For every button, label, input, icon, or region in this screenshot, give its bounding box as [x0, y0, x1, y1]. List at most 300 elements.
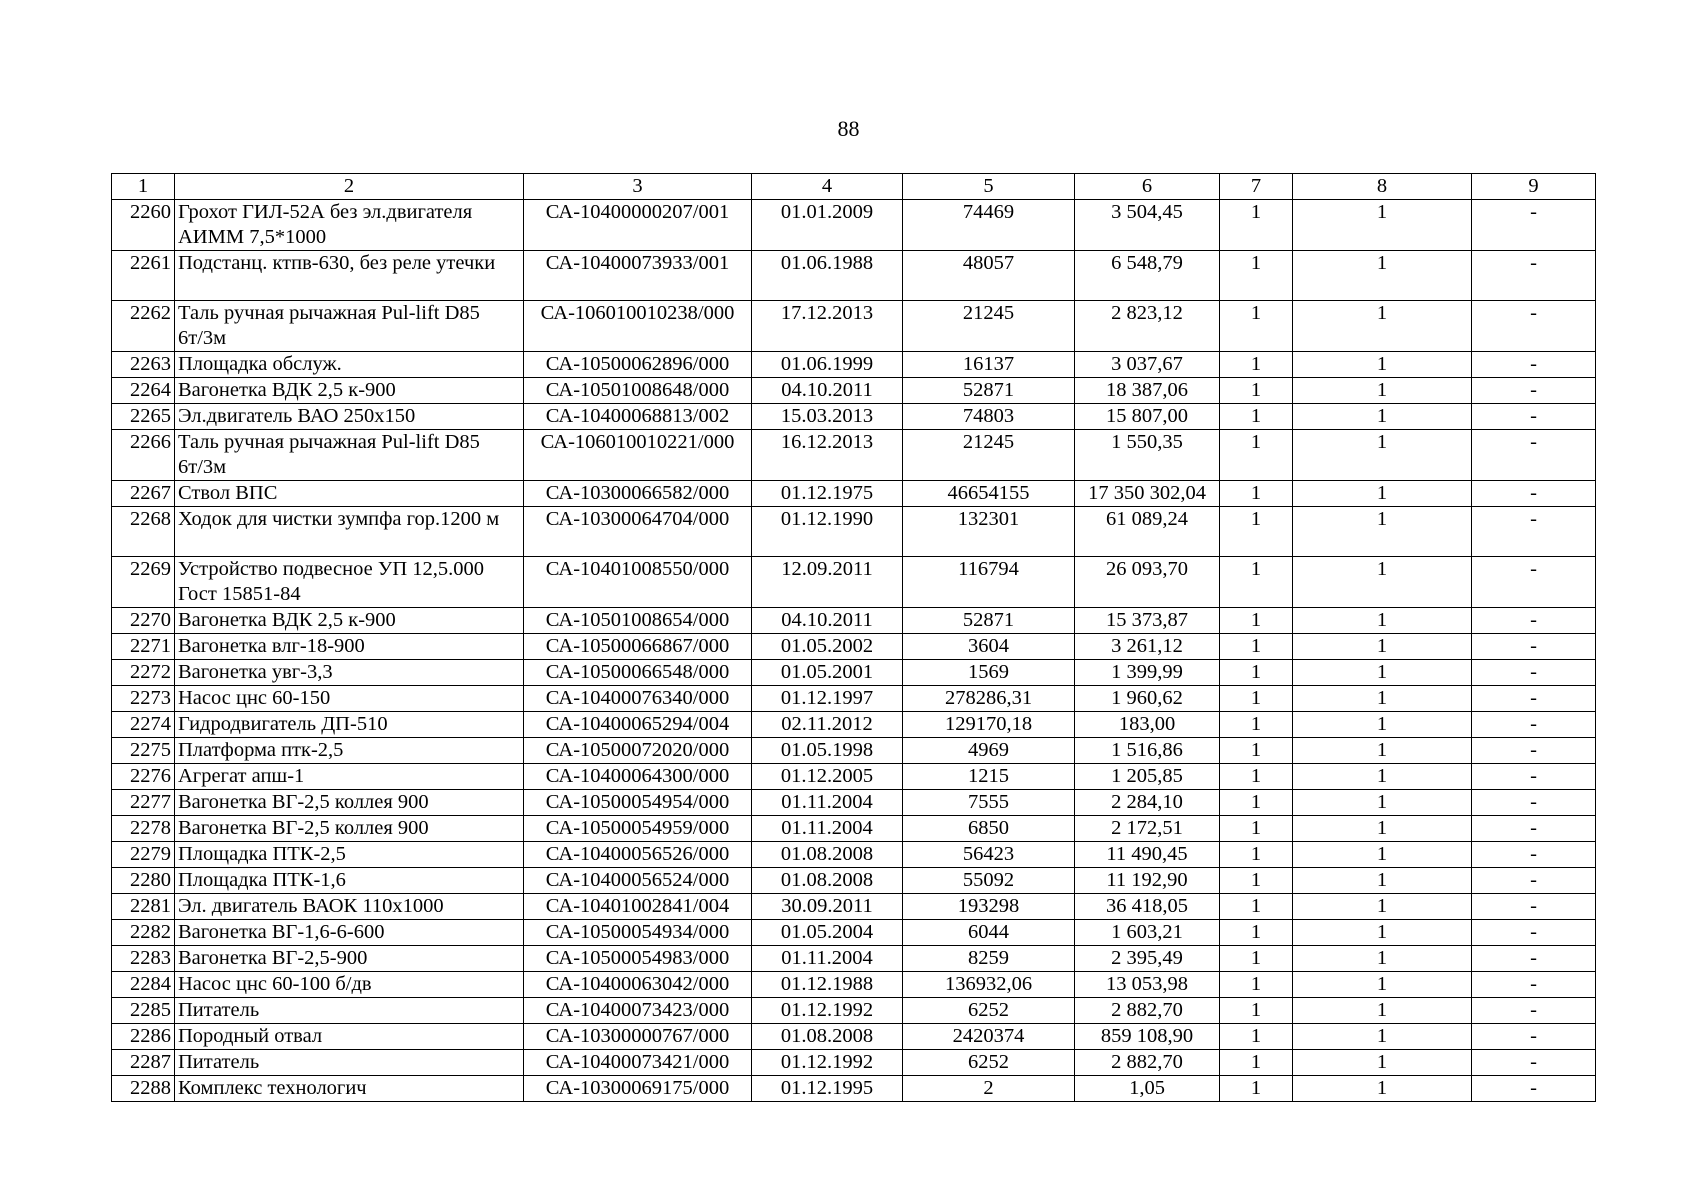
- cell-value-9: -: [1472, 301, 1596, 352]
- cell-asset-name: Грохот ГИЛ-52А без эл.двигателя АИММ 7,5*1000: [175, 200, 524, 251]
- cell-value-8: 1: [1293, 972, 1472, 998]
- cell-value-6: 6 548,79: [1075, 251, 1220, 301]
- cell-value-6: 1 516,86: [1075, 738, 1220, 764]
- cell-value-7: 1: [1220, 738, 1293, 764]
- table-row: [112, 868, 1596, 894]
- cell-asset-name: Подстанц. ктпв-630, без реле утечки: [175, 251, 524, 301]
- cell-value-9: -: [1472, 738, 1596, 764]
- cell-value-5: 6850: [903, 816, 1075, 842]
- table-row: [112, 430, 1596, 481]
- cell-value-8: 1: [1293, 946, 1472, 972]
- cell-value-8: 1: [1293, 998, 1472, 1024]
- cell-value-6: 2 284,10: [1075, 790, 1220, 816]
- cell-row-number: 2269: [112, 557, 175, 608]
- cell-value-6: 2 823,12: [1075, 301, 1220, 352]
- table-row: [112, 507, 1596, 557]
- cell-value-8: 1: [1293, 1076, 1472, 1102]
- cell-value-6: 26 093,70: [1075, 557, 1220, 608]
- cell-asset-name: Питатель: [175, 1050, 524, 1076]
- table-row: [112, 378, 1596, 404]
- cell-value-9: -: [1472, 816, 1596, 842]
- cell-asset-name: Площадка ПТК-1,6: [175, 868, 524, 894]
- cell-value-8: 1: [1293, 790, 1472, 816]
- cell-date: 01.05.2002: [752, 634, 903, 660]
- cell-date: 01.06.1988: [752, 251, 903, 301]
- cell-row-number: 2282: [112, 920, 175, 946]
- cell-row-number: 2266: [112, 430, 175, 481]
- cell-asset-name: Вагонетка ВГ-2,5-900: [175, 946, 524, 972]
- table-row: [112, 481, 1596, 507]
- cell-asset-name: Платформа птк-2,5: [175, 738, 524, 764]
- cell-row-number: 2267: [112, 481, 175, 507]
- table-row: [112, 738, 1596, 764]
- cell-date: 01.05.1998: [752, 738, 903, 764]
- cell-row-number: 2274: [112, 712, 175, 738]
- column-header-9: 9: [1472, 174, 1596, 200]
- cell-row-number: 2284: [112, 972, 175, 998]
- cell-value-5: 48057: [903, 251, 1075, 301]
- table-row: [112, 557, 1596, 608]
- cell-value-9: -: [1472, 404, 1596, 430]
- cell-value-5: 4969: [903, 738, 1075, 764]
- cell-row-number: 2261: [112, 251, 175, 301]
- cell-value-9: -: [1472, 378, 1596, 404]
- cell-value-9: -: [1472, 557, 1596, 608]
- cell-value-5: 21245: [903, 430, 1075, 481]
- cell-value-9: -: [1472, 481, 1596, 507]
- cell-value-7: 1: [1220, 481, 1293, 507]
- page-number: 88: [837, 116, 860, 141]
- cell-value-8: 1: [1293, 608, 1472, 634]
- cell-inventory-code: СА-10400073421/000: [524, 1050, 752, 1076]
- cell-value-8: 1: [1293, 352, 1472, 378]
- cell-asset-name: Вагонетка ВГ-2,5 коллея 900: [175, 816, 524, 842]
- cell-asset-name: Вагонетка увг-3,3: [175, 660, 524, 686]
- cell-value-9: -: [1472, 764, 1596, 790]
- cell-inventory-code: СА-10300000767/000: [524, 1024, 752, 1050]
- cell-value-7: 1: [1220, 1076, 1293, 1102]
- cell-value-5: 1215: [903, 764, 1075, 790]
- cell-row-number: 2285: [112, 998, 175, 1024]
- cell-value-6: 1 603,21: [1075, 920, 1220, 946]
- cell-value-6: 1,05: [1075, 1076, 1220, 1102]
- table-row: [112, 352, 1596, 378]
- cell-inventory-code: СА-10501008654/000: [524, 608, 752, 634]
- cell-value-8: 1: [1293, 686, 1472, 712]
- cell-value-8: 1: [1293, 660, 1472, 686]
- cell-value-7: 1: [1220, 404, 1293, 430]
- cell-value-9: -: [1472, 920, 1596, 946]
- table-row: [112, 920, 1596, 946]
- cell-row-number: 2270: [112, 608, 175, 634]
- cell-row-number: 2268: [112, 507, 175, 557]
- cell-value-9: -: [1472, 972, 1596, 998]
- cell-value-5: 6252: [903, 1050, 1075, 1076]
- cell-row-number: 2260: [112, 200, 175, 251]
- cell-row-number: 2278: [112, 816, 175, 842]
- cell-value-9: -: [1472, 660, 1596, 686]
- cell-row-number: 2279: [112, 842, 175, 868]
- cell-value-6: 2 172,51: [1075, 816, 1220, 842]
- table-row: [112, 712, 1596, 738]
- cell-value-9: -: [1472, 790, 1596, 816]
- cell-value-5: 8259: [903, 946, 1075, 972]
- cell-value-5: 46654155: [903, 481, 1075, 507]
- cell-row-number: 2263: [112, 352, 175, 378]
- cell-date: 01.01.2009: [752, 200, 903, 251]
- cell-inventory-code: СА-10500054934/000: [524, 920, 752, 946]
- cell-date: 01.12.1988: [752, 972, 903, 998]
- cell-value-5: 52871: [903, 608, 1075, 634]
- cell-inventory-code: СА-10300064704/000: [524, 507, 752, 557]
- cell-value-6: 2 882,70: [1075, 1050, 1220, 1076]
- cell-value-6: 17 350 302,04: [1075, 481, 1220, 507]
- cell-value-6: 15 373,87: [1075, 608, 1220, 634]
- cell-value-6: 13 053,98: [1075, 972, 1220, 998]
- cell-value-5: 116794: [903, 557, 1075, 608]
- cell-value-8: 1: [1293, 712, 1472, 738]
- cell-value-9: -: [1472, 894, 1596, 920]
- cell-value-9: -: [1472, 842, 1596, 868]
- cell-value-8: 1: [1293, 301, 1472, 352]
- cell-row-number: 2277: [112, 790, 175, 816]
- table-row: [112, 842, 1596, 868]
- cell-date: 01.12.1995: [752, 1076, 903, 1102]
- cell-value-6: 3 504,45: [1075, 200, 1220, 251]
- cell-value-5: 278286,31: [903, 686, 1075, 712]
- cell-value-7: 1: [1220, 200, 1293, 251]
- cell-inventory-code: СА-10400056524/000: [524, 868, 752, 894]
- table-row: [112, 634, 1596, 660]
- cell-value-9: -: [1472, 1050, 1596, 1076]
- cell-value-6: 3 037,67: [1075, 352, 1220, 378]
- cell-asset-name: Комплекс технологич: [175, 1076, 524, 1102]
- cell-row-number: 2281: [112, 894, 175, 920]
- cell-inventory-code: СА-10400073933/001: [524, 251, 752, 301]
- cell-date: 17.12.2013: [752, 301, 903, 352]
- cell-value-6: 36 418,05: [1075, 894, 1220, 920]
- cell-date: 01.06.1999: [752, 352, 903, 378]
- cell-value-9: -: [1472, 634, 1596, 660]
- column-header-5: 5: [903, 174, 1075, 200]
- column-header-8: 8: [1293, 174, 1472, 200]
- cell-value-6: 1 550,35: [1075, 430, 1220, 481]
- table-row: [112, 660, 1596, 686]
- cell-value-8: 1: [1293, 894, 1472, 920]
- cell-value-7: 1: [1220, 608, 1293, 634]
- cell-value-5: 6252: [903, 998, 1075, 1024]
- cell-row-number: 2276: [112, 764, 175, 790]
- table-row: [112, 998, 1596, 1024]
- cell-inventory-code: СА-10500066867/000: [524, 634, 752, 660]
- cell-date: 01.05.2004: [752, 920, 903, 946]
- cell-value-8: 1: [1293, 557, 1472, 608]
- cell-value-5: 74469: [903, 200, 1075, 251]
- cell-value-7: 1: [1220, 712, 1293, 738]
- cell-inventory-code: СА-10500062896/000: [524, 352, 752, 378]
- cell-value-6: 61 089,24: [1075, 507, 1220, 557]
- cell-inventory-code: СА-10400073423/000: [524, 998, 752, 1024]
- cell-value-7: 1: [1220, 1024, 1293, 1050]
- cell-row-number: 2280: [112, 868, 175, 894]
- table-row: [112, 946, 1596, 972]
- cell-value-8: 1: [1293, 920, 1472, 946]
- cell-row-number: 2271: [112, 634, 175, 660]
- cell-date: 04.10.2011: [752, 378, 903, 404]
- cell-value-7: 1: [1220, 972, 1293, 998]
- cell-value-8: 1: [1293, 404, 1472, 430]
- cell-row-number: 2286: [112, 1024, 175, 1050]
- cell-row-number: 2288: [112, 1076, 175, 1102]
- cell-inventory-code: СА-106010010238/000: [524, 301, 752, 352]
- cell-value-9: -: [1472, 868, 1596, 894]
- cell-value-7: 1: [1220, 660, 1293, 686]
- cell-value-5: 1569: [903, 660, 1075, 686]
- cell-date: 02.11.2012: [752, 712, 903, 738]
- cell-value-7: 1: [1220, 790, 1293, 816]
- table-row: [112, 686, 1596, 712]
- cell-date: 01.12.1992: [752, 1050, 903, 1076]
- cell-value-8: 1: [1293, 507, 1472, 557]
- cell-value-5: 129170,18: [903, 712, 1075, 738]
- cell-row-number: 2287: [112, 1050, 175, 1076]
- column-header-7: 7: [1220, 174, 1293, 200]
- cell-date: 04.10.2011: [752, 608, 903, 634]
- table-row: [112, 608, 1596, 634]
- cell-value-9: -: [1472, 608, 1596, 634]
- cell-value-9: -: [1472, 507, 1596, 557]
- cell-inventory-code: СА-10400056526/000: [524, 842, 752, 868]
- cell-value-7: 1: [1220, 251, 1293, 301]
- cell-value-6: 3 261,12: [1075, 634, 1220, 660]
- cell-value-8: 1: [1293, 251, 1472, 301]
- cell-value-6: 11 490,45: [1075, 842, 1220, 868]
- cell-value-6: 2 882,70: [1075, 998, 1220, 1024]
- cell-date: 01.12.2005: [752, 764, 903, 790]
- cell-value-9: -: [1472, 352, 1596, 378]
- cell-value-9: -: [1472, 998, 1596, 1024]
- cell-value-5: 16137: [903, 352, 1075, 378]
- cell-value-6: 15 807,00: [1075, 404, 1220, 430]
- cell-date: 01.08.2008: [752, 842, 903, 868]
- cell-value-7: 1: [1220, 946, 1293, 972]
- cell-value-7: 1: [1220, 868, 1293, 894]
- cell-value-7: 1: [1220, 816, 1293, 842]
- cell-date: 01.11.2004: [752, 816, 903, 842]
- cell-value-6: 1 399,99: [1075, 660, 1220, 686]
- cell-asset-name: Эл.двигатель ВАО 250х150: [175, 404, 524, 430]
- cell-value-8: 1: [1293, 842, 1472, 868]
- cell-value-8: 1: [1293, 200, 1472, 251]
- cell-date: 16.12.2013: [752, 430, 903, 481]
- cell-value-7: 1: [1220, 764, 1293, 790]
- cell-value-6: 183,00: [1075, 712, 1220, 738]
- table-row: [112, 1050, 1596, 1076]
- table-row: [112, 1024, 1596, 1050]
- cell-value-7: 1: [1220, 378, 1293, 404]
- cell-asset-name: Таль ручная рычажная Pul-lift D85 6т/3м: [175, 301, 524, 352]
- cell-date: 01.05.2001: [752, 660, 903, 686]
- cell-asset-name: Вагонетка ВГ-2,5 коллея 900: [175, 790, 524, 816]
- cell-asset-name: Устройство подвесное УП 12,5.000 Гост 15851-84: [175, 557, 524, 608]
- cell-value-7: 1: [1220, 301, 1293, 352]
- column-header-2: 2: [175, 174, 524, 200]
- table-row: [112, 1076, 1596, 1102]
- cell-value-5: 6044: [903, 920, 1075, 946]
- cell-asset-name: Агрегат апш-1: [175, 764, 524, 790]
- cell-value-6: 18 387,06: [1075, 378, 1220, 404]
- cell-inventory-code: СА-10500054983/000: [524, 946, 752, 972]
- cell-inventory-code: СА-10300069175/000: [524, 1076, 752, 1102]
- cell-date: 12.09.2011: [752, 557, 903, 608]
- table-header-row: [112, 174, 1596, 200]
- table-row: [112, 251, 1596, 301]
- cell-inventory-code: СА-106010010221/000: [524, 430, 752, 481]
- column-header-6: 6: [1075, 174, 1220, 200]
- cell-value-6: 2 395,49: [1075, 946, 1220, 972]
- cell-value-5: 2: [903, 1076, 1075, 1102]
- cell-row-number: 2264: [112, 378, 175, 404]
- cell-value-6: 1 205,85: [1075, 764, 1220, 790]
- table-row: [112, 790, 1596, 816]
- cell-value-8: 1: [1293, 481, 1472, 507]
- cell-value-5: 52871: [903, 378, 1075, 404]
- cell-value-5: 7555: [903, 790, 1075, 816]
- cell-date: 30.09.2011: [752, 894, 903, 920]
- cell-date: 01.08.2008: [752, 868, 903, 894]
- cell-asset-name: Гидродвигатель ДП-510: [175, 712, 524, 738]
- column-header-3: 3: [524, 174, 752, 200]
- cell-value-7: 1: [1220, 507, 1293, 557]
- cell-row-number: 2265: [112, 404, 175, 430]
- cell-asset-name: Ходок для чистки зумпфа гор.1200 м: [175, 507, 524, 557]
- column-header-4: 4: [752, 174, 903, 200]
- cell-value-5: 132301: [903, 507, 1075, 557]
- cell-value-5: 3604: [903, 634, 1075, 660]
- cell-inventory-code: СА-10500054959/000: [524, 816, 752, 842]
- cell-value-9: -: [1472, 430, 1596, 481]
- cell-asset-name: Породный отвал: [175, 1024, 524, 1050]
- cell-asset-name: Насос цнс 60-150: [175, 686, 524, 712]
- cell-value-8: 1: [1293, 764, 1472, 790]
- cell-value-7: 1: [1220, 634, 1293, 660]
- cell-value-5: 193298: [903, 894, 1075, 920]
- cell-value-7: 1: [1220, 430, 1293, 481]
- cell-value-9: -: [1472, 686, 1596, 712]
- cell-value-8: 1: [1293, 868, 1472, 894]
- cell-value-5: 55092: [903, 868, 1075, 894]
- cell-value-5: 2420374: [903, 1024, 1075, 1050]
- cell-value-9: -: [1472, 1024, 1596, 1050]
- cell-date: 01.08.2008: [752, 1024, 903, 1050]
- cell-date: 01.11.2004: [752, 790, 903, 816]
- cell-value-8: 1: [1293, 1024, 1472, 1050]
- cell-value-8: 1: [1293, 634, 1472, 660]
- cell-value-8: 1: [1293, 816, 1472, 842]
- cell-value-6: 1 960,62: [1075, 686, 1220, 712]
- cell-value-8: 1: [1293, 430, 1472, 481]
- cell-inventory-code: СА-10401008550/000: [524, 557, 752, 608]
- cell-date: 01.12.1975: [752, 481, 903, 507]
- cell-value-9: -: [1472, 712, 1596, 738]
- cell-asset-name: Вагонетка ВДК 2,5 к-900: [175, 608, 524, 634]
- cell-row-number: 2283: [112, 946, 175, 972]
- cell-inventory-code: СА-10300066582/000: [524, 481, 752, 507]
- cell-row-number: 2273: [112, 686, 175, 712]
- cell-date: 01.11.2004: [752, 946, 903, 972]
- cell-inventory-code: СА-10400000207/001: [524, 200, 752, 251]
- cell-value-9: -: [1472, 200, 1596, 251]
- table-row: [112, 764, 1596, 790]
- table-row: [112, 972, 1596, 998]
- table-row: [112, 404, 1596, 430]
- cell-inventory-code: СА-10401002841/004: [524, 894, 752, 920]
- cell-asset-name: Вагонетка влг-18-900: [175, 634, 524, 660]
- cell-value-7: 1: [1220, 352, 1293, 378]
- cell-asset-name: Ствол ВПС: [175, 481, 524, 507]
- cell-row-number: 2262: [112, 301, 175, 352]
- cell-value-7: 1: [1220, 842, 1293, 868]
- cell-value-9: -: [1472, 1076, 1596, 1102]
- cell-date: 01.12.1990: [752, 507, 903, 557]
- table-row: [112, 816, 1596, 842]
- cell-inventory-code: СА-10400064300/000: [524, 764, 752, 790]
- cell-value-7: 1: [1220, 557, 1293, 608]
- cell-asset-name: Таль ручная рычажная Pul-lift D85 6т/3м: [175, 430, 524, 481]
- table-row: [112, 894, 1596, 920]
- cell-date: 15.03.2013: [752, 404, 903, 430]
- cell-value-8: 1: [1293, 738, 1472, 764]
- cell-asset-name: Площадка обслуж.: [175, 352, 524, 378]
- cell-value-9: -: [1472, 251, 1596, 301]
- cell-inventory-code: СА-10400063042/000: [524, 972, 752, 998]
- cell-value-5: 74803: [903, 404, 1075, 430]
- cell-value-7: 1: [1220, 1050, 1293, 1076]
- cell-asset-name: Вагонетка ВГ-1,6-6-600: [175, 920, 524, 946]
- cell-row-number: 2275: [112, 738, 175, 764]
- table-row: [112, 200, 1596, 251]
- cell-inventory-code: СА-10501008648/000: [524, 378, 752, 404]
- cell-asset-name: Вагонетка ВДК 2,5 к-900: [175, 378, 524, 404]
- cell-asset-name: Насос цнс 60-100 б/дв: [175, 972, 524, 998]
- cell-date: 01.12.1997: [752, 686, 903, 712]
- cell-inventory-code: СА-10400065294/004: [524, 712, 752, 738]
- cell-value-8: 1: [1293, 1050, 1472, 1076]
- cell-value-7: 1: [1220, 686, 1293, 712]
- cell-row-number: 2272: [112, 660, 175, 686]
- cell-value-6: 11 192,90: [1075, 868, 1220, 894]
- cell-inventory-code: СА-10400076340/000: [524, 686, 752, 712]
- cell-value-7: 1: [1220, 894, 1293, 920]
- asset-register-table: [111, 173, 1596, 1102]
- cell-value-9: -: [1472, 946, 1596, 972]
- cell-value-7: 1: [1220, 998, 1293, 1024]
- cell-value-5: 56423: [903, 842, 1075, 868]
- table-row: [112, 301, 1596, 352]
- column-header-1: 1: [112, 174, 175, 200]
- cell-inventory-code: СА-10500072020/000: [524, 738, 752, 764]
- cell-value-7: 1: [1220, 920, 1293, 946]
- table-body: [112, 200, 1596, 1102]
- cell-value-5: 21245: [903, 301, 1075, 352]
- cell-inventory-code: СА-10500066548/000: [524, 660, 752, 686]
- cell-inventory-code: СА-10500054954/000: [524, 790, 752, 816]
- cell-date: 01.12.1992: [752, 998, 903, 1024]
- cell-asset-name: Эл. двигатель ВАОК 110х1000: [175, 894, 524, 920]
- cell-value-5: 136932,06: [903, 972, 1075, 998]
- cell-asset-name: Питатель: [175, 998, 524, 1024]
- cell-asset-name: Площадка ПТК-2,5: [175, 842, 524, 868]
